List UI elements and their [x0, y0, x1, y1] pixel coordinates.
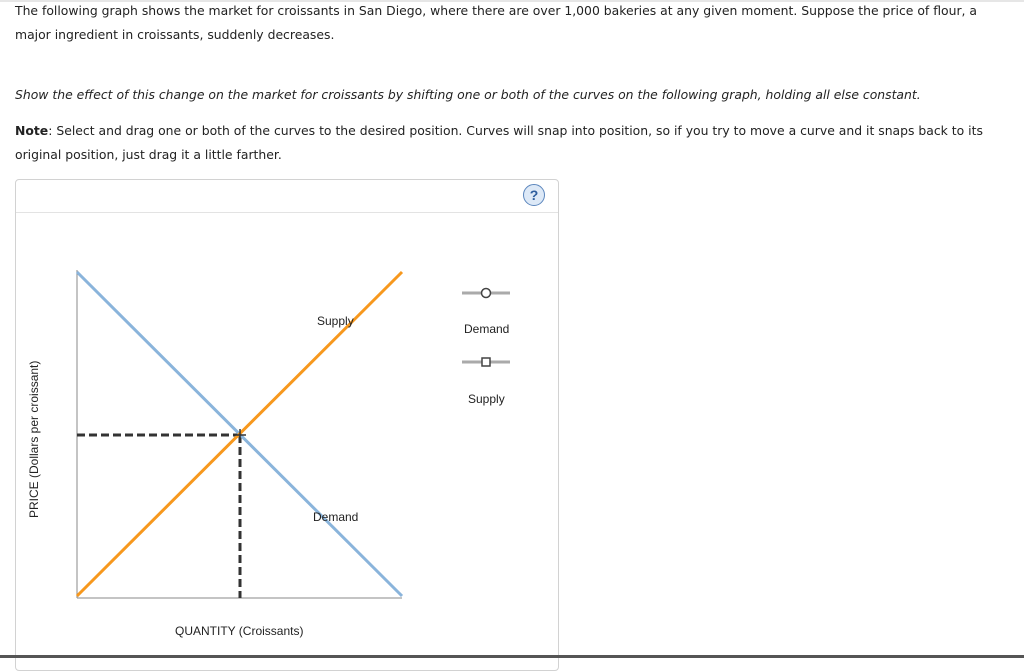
supply-curve-label: Supply	[317, 314, 354, 328]
demand-curve-label: Demand	[313, 510, 359, 524]
x-axis-label: QUANTITY (Croissants)	[175, 624, 304, 638]
market-graph	[16, 180, 558, 670]
circle-handle-icon[interactable]	[482, 289, 491, 298]
square-handle-icon[interactable]	[482, 358, 490, 366]
question-intro: The following graph shows the market for croissants in San Diego, where there are over 1,000 bakeries at any given moment. Suppose the price of flour, a major ingredient in croissants, suddenly decreases.	[15, 3, 978, 42]
note-text: : Select and drag one or both of the curves to the desired position. Curves will snap into position, so if you try to move a curve and it snaps back to its original position, just drag it a little farther.	[15, 123, 983, 162]
palette-demand-label: Demand	[464, 322, 510, 336]
note-label: Note	[15, 123, 49, 138]
palette-demand-tool[interactable]	[462, 289, 510, 337]
help-icon[interactable]: ?	[523, 184, 545, 206]
graph-panel	[15, 179, 559, 671]
palette-supply-label: Supply	[468, 392, 505, 406]
y-axis-label: PRICE (Dollars per croissant)	[27, 360, 41, 518]
palette-supply-tool[interactable]	[462, 358, 510, 406]
question-note	[15, 119, 1005, 167]
question-instruction: Show the effect of this change on the market for croissants by shifting one or both of the curves on the following graph, holding all else constant.	[15, 87, 921, 102]
